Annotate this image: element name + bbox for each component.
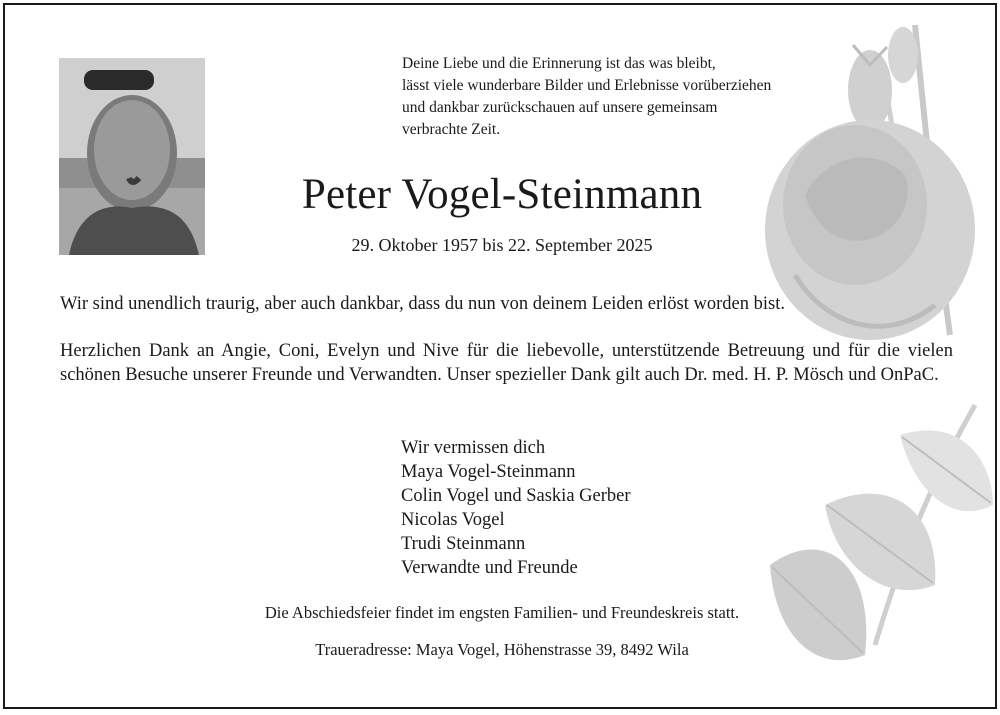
farewell-notice: Die Abschiedsfeier findet im engsten Familien- und Freundeskreis statt. [264,603,740,622]
mourners-list [401,436,631,580]
mourner-line: Colin Vogel und Saskia Gerber [401,486,631,506]
memorial-poem: Deine Liebe und die Erinnerung ist das was bleibt, lässt viele wunderbare Bilder und Erlebnisse vorüberziehen und dankbar zurückschauen auf unsere gemeinsam verbrachte Zeit. [402,55,772,138]
obituary-card [3,3,997,709]
message-paragraph-first: Wir sind unendlich traurig, aber auch dankbar, dass du nun von deinem Leiden erlöst worden bist. [60,294,785,314]
message-paragraph-second: Herzlichen Dank an Angie, Coni, Evelyn und Nive für die liebevolle, unterstützende Betreuung und für die vielen schönen Besuche unserer Freunde und Verwandten. Unser spezieller Dank gilt auch Dr. med. H. P. Mösch und OnPaC. [60,341,953,385]
mourner-line: Verwandte und Freunde [401,558,578,578]
life-dates: 29. Oktober 1957 bis 22. September 2025 [351,235,653,255]
mourner-line: Maya Vogel-Steinmann [401,462,576,482]
mourner-line: Nicolas Vogel [401,510,505,530]
portrait-photo [59,58,205,255]
mourner-line: Trudi Steinmann [401,534,526,554]
mourning-address: Traueradresse: Maya Vogel, Höhenstrasse 39, 8492 Wila [315,640,689,659]
mourner-line: Wir vermissen dich [401,438,546,458]
deceased-name: Peter Vogel-Steinmann [301,171,703,218]
